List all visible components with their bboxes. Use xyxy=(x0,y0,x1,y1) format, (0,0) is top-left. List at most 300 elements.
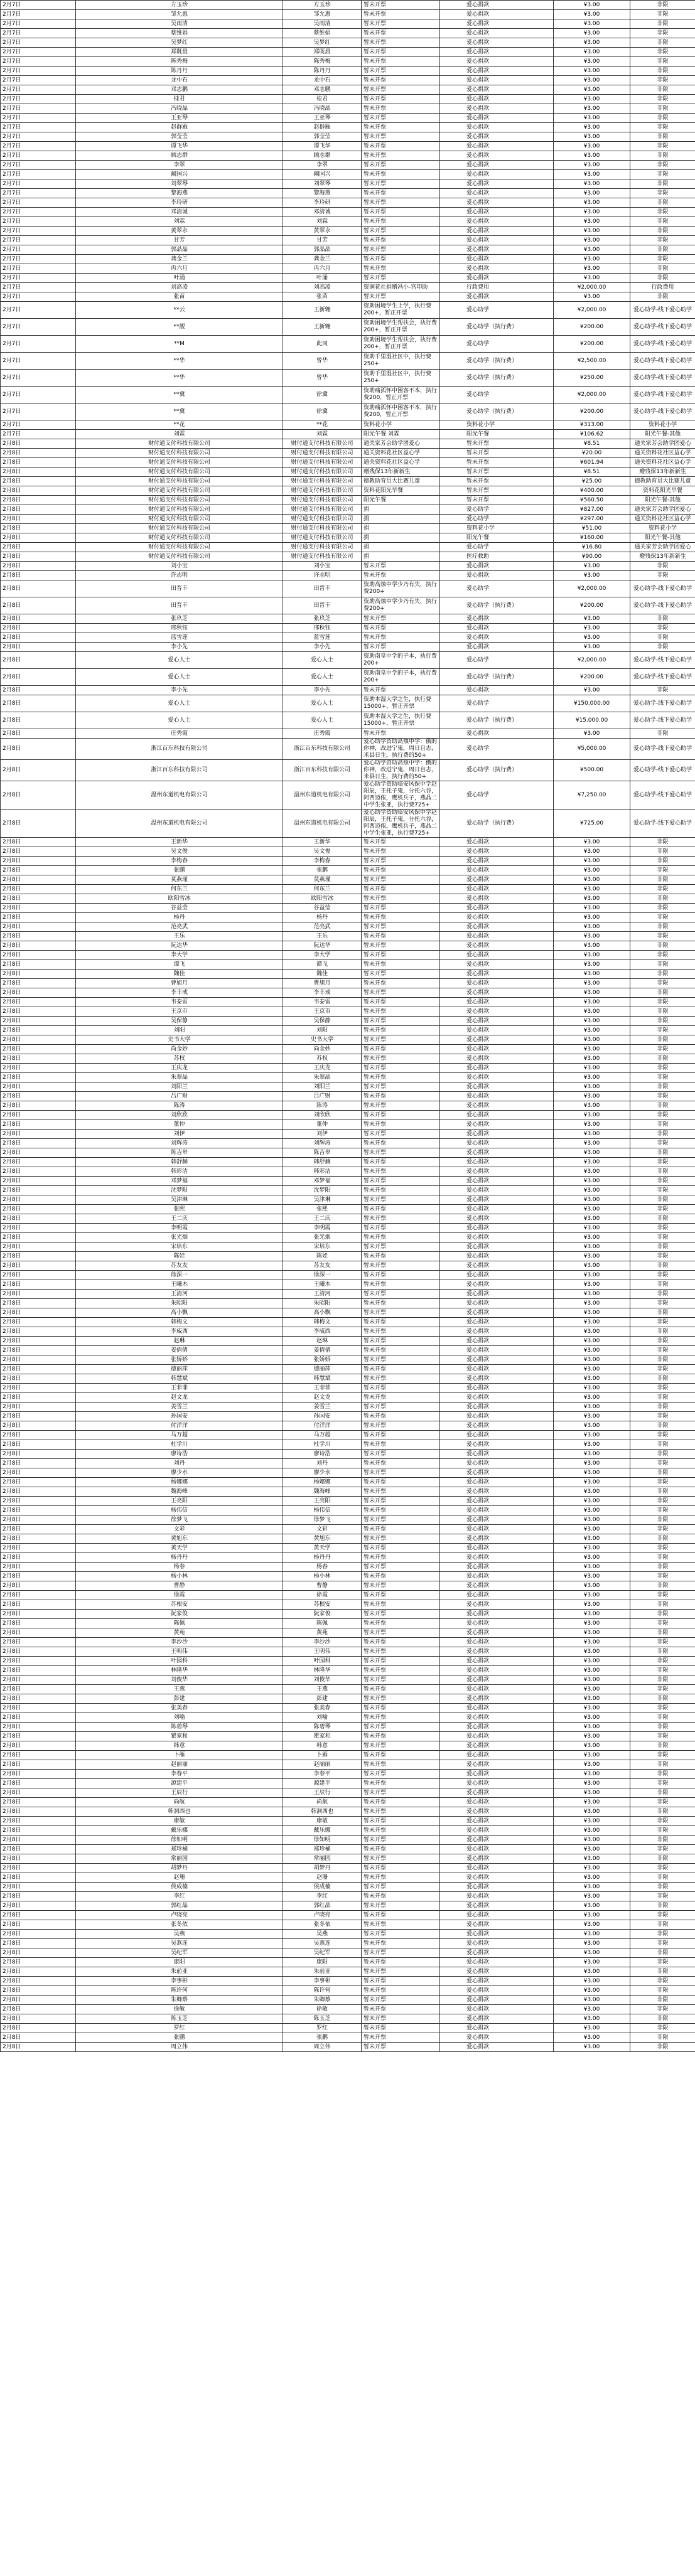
description-cell: 暂未开票 xyxy=(362,1572,440,1581)
amount-cell: ¥90.00 xyxy=(554,552,630,562)
category-cell: 爱心捐款 xyxy=(440,866,554,875)
category-cell: 爱心捐款 xyxy=(440,1111,554,1120)
description-cell: 暂未开票 xyxy=(362,1252,440,1261)
description-cell: 暂未开票 xyxy=(362,1064,440,1073)
amount-cell: ¥3.00 xyxy=(554,1553,630,1563)
fund-cell: 非限 xyxy=(630,10,695,19)
date-cell: 2月8日 xyxy=(1,922,76,932)
amount-cell: ¥3.00 xyxy=(554,1318,630,1327)
description-cell: 暂未开票 xyxy=(362,1393,440,1403)
description-cell: 暂未开票 xyxy=(362,1788,440,1798)
invoice-name-cell: 桂君 xyxy=(283,95,362,104)
table-row xyxy=(1,998,695,1007)
amount-cell: ¥16.80 xyxy=(554,543,630,552)
donor-cell: 爱心人士 xyxy=(76,695,283,712)
fund-cell: 非限 xyxy=(630,1515,695,1525)
date-cell: 2月7日 xyxy=(1,217,76,227)
date-cell: 2月8日 xyxy=(1,1073,76,1082)
table-row xyxy=(1,142,695,151)
table-row xyxy=(1,1836,695,1845)
invoice-name-cell: 徐敏 xyxy=(283,2005,362,2014)
description-cell: 资料花小学 xyxy=(362,420,440,430)
donor-cell: **冀 xyxy=(76,404,283,420)
category-cell: 爱心捐款 xyxy=(440,686,554,695)
category-cell: 爱心捐款 xyxy=(440,1468,554,1478)
description-cell: 暂未开票 xyxy=(362,941,440,951)
description-cell: 暂未开票 xyxy=(362,1563,440,1572)
invoice-name-cell: 王二庆 xyxy=(283,1214,362,1224)
category-cell: 爱心助学 xyxy=(440,580,554,597)
description-cell: 暂未开票 xyxy=(362,1977,440,1986)
table-row xyxy=(1,1290,695,1299)
invoice-name-cell: 赵丽丽 xyxy=(283,1760,362,1770)
fund-cell: 非限 xyxy=(630,979,695,988)
invoice-name-cell: 朱昭阳 xyxy=(283,1299,362,1308)
amount-cell: ¥3.00 xyxy=(554,998,630,1007)
description-cell: 资助本湿大学之生，执行费15000+，暂正开票 xyxy=(362,712,440,729)
date-cell: 2月8日 xyxy=(1,1421,76,1431)
donor-cell: 刘霖 xyxy=(76,430,283,439)
description-cell: 暂未开票 xyxy=(362,10,440,19)
description-cell: 资助痛孤怀中困客不本，执行费200，暂正开票 xyxy=(362,404,440,420)
date-cell: 2月8日 xyxy=(1,1195,76,1205)
invoice-name-cell: 韦泰雷 xyxy=(283,998,362,1007)
description-cell: 暂未开票 xyxy=(362,1638,440,1647)
category-cell: 爱心捐款 xyxy=(440,19,554,29)
category-cell: 爱心捐款 xyxy=(440,1826,554,1836)
invoice-name-cell: 阮达华 xyxy=(283,941,362,951)
fund-cell: 非限 xyxy=(630,1177,695,1186)
category-cell: 爱心捐款 xyxy=(440,1948,554,1958)
amount-cell: ¥3.00 xyxy=(554,1214,630,1224)
fund-cell: 非限 xyxy=(630,913,695,922)
donor-cell: 徐如明 xyxy=(76,1836,283,1845)
donor-cell: 李明霞 xyxy=(76,1224,283,1233)
category-cell: 爱心捐款 xyxy=(440,104,554,114)
description-cell: 暂未开票 xyxy=(362,571,440,580)
category-cell: 爱心捐款 xyxy=(440,1487,554,1497)
fund-cell: 资料花阳光早餐 xyxy=(630,486,695,496)
amount-cell: ¥3.00 xyxy=(554,1337,630,1346)
donor-cell: **M xyxy=(76,336,283,353)
fund-cell: 非限 xyxy=(630,2033,695,2043)
fund-cell: 非限 xyxy=(630,1967,695,1977)
description-cell: 捐 xyxy=(362,552,440,562)
invoice-name-cell: 史书大学 xyxy=(283,1035,362,1045)
description-cell: 暂未开票 xyxy=(362,114,440,123)
donor-cell: 杨娜娜 xyxy=(76,1478,283,1487)
amount-cell: ¥3.00 xyxy=(554,1967,630,1977)
invoice-name-cell: 陈佩 xyxy=(283,1619,362,1628)
category-cell: 爱心捐款 xyxy=(440,562,554,571)
table-row xyxy=(1,404,695,420)
table-row xyxy=(1,2005,695,2014)
amount-cell: ¥3.00 xyxy=(554,1638,630,1647)
fund-cell: 爱心助学-线下爱心助学 xyxy=(630,353,695,370)
date-cell: 2月8日 xyxy=(1,1393,76,1403)
description-cell: 暂未开票 xyxy=(362,1478,440,1487)
date-cell: 2月8日 xyxy=(1,1290,76,1299)
date-cell: 2月8日 xyxy=(1,1845,76,1854)
category-cell: 爱心捐款 xyxy=(440,1017,554,1026)
table-row xyxy=(1,67,695,76)
fund-cell: 非限 xyxy=(630,970,695,979)
fund-cell: 通关资料花社区益心学 xyxy=(630,515,695,524)
donor-cell: 苏权 xyxy=(76,1054,283,1064)
description-cell: 暂未开票 xyxy=(362,1817,440,1826)
table-row xyxy=(1,2014,695,2024)
date-cell: 2月8日 xyxy=(1,1101,76,1111)
description-cell: 暂未开票 xyxy=(362,1807,440,1817)
category-cell: 爱心捐款 xyxy=(440,624,554,633)
fund-cell: 非限 xyxy=(630,1807,695,1817)
category-cell: 爱心捐款 xyxy=(440,1130,554,1139)
fund-cell: 非限 xyxy=(630,1035,695,1045)
table-row xyxy=(1,695,695,712)
description-cell: 资助高烛中学少乃有失，执行费200+ xyxy=(362,580,440,597)
donor-cell: 李玲研 xyxy=(76,198,283,208)
fund-cell: 非限 xyxy=(630,179,695,189)
amount-cell: ¥3.00 xyxy=(554,189,630,198)
donor-cell: 吴燕 xyxy=(76,1930,283,1939)
date-cell: 2月8日 xyxy=(1,1967,76,1977)
category-cell: 爱心捐款 xyxy=(440,1054,554,1064)
donor-cell: **云 xyxy=(76,302,283,319)
table-row xyxy=(1,1600,695,1610)
table-row xyxy=(1,57,695,67)
description-cell: 暂未开票 xyxy=(362,1939,440,1948)
fund-cell: 非限 xyxy=(630,1704,695,1713)
description-cell: 暂未开票 xyxy=(362,894,440,904)
description-cell: 资助南皇中学的子本，执行费200+ xyxy=(362,669,440,686)
date-cell: 2月8日 xyxy=(1,1308,76,1318)
description-cell: 通关资料花社区益心学 xyxy=(362,458,440,468)
category-cell: 爱心捐款 xyxy=(440,1930,554,1939)
date-cell: 2月8日 xyxy=(1,1948,76,1958)
fund-cell: 非限 xyxy=(630,1930,695,1939)
date-cell: 2月8日 xyxy=(1,1459,76,1468)
description-cell: 暂未开票 xyxy=(362,1214,440,1224)
invoice-name-cell: 韩洞西也 xyxy=(283,1807,362,1817)
donor-cell: 王乐 xyxy=(76,932,283,941)
amount-cell: ¥3.00 xyxy=(554,1515,630,1525)
table-row xyxy=(1,1073,695,1082)
amount-cell: ¥3.00 xyxy=(554,1610,630,1619)
table-row xyxy=(1,449,695,458)
fund-cell: 非限 xyxy=(630,643,695,652)
amount-cell: ¥3.00 xyxy=(554,1120,630,1130)
date-cell: 2月8日 xyxy=(1,1807,76,1817)
date-cell: 2月8日 xyxy=(1,1431,76,1440)
donor-cell: 赵珊 xyxy=(76,1873,283,1883)
amount-cell: ¥3.00 xyxy=(554,1440,630,1450)
donor-cell: **华 xyxy=(76,353,283,370)
date-cell: 2月8日 xyxy=(1,1214,76,1224)
fund-cell: 非限 xyxy=(630,875,695,885)
date-cell: 2月8日 xyxy=(1,810,76,838)
donor-cell: 沈梦阳 xyxy=(76,1186,283,1195)
donor-cell: 张美春 xyxy=(76,1704,283,1713)
table-row xyxy=(1,48,695,57)
invoice-name-cell: 王新翱 xyxy=(283,319,362,336)
invoice-name-cell: 陈娃 xyxy=(283,1252,362,1261)
invoice-name-cell: 莫燕瑾 xyxy=(283,875,362,885)
date-cell: 2月8日 xyxy=(1,477,76,486)
category-cell: 爱心捐款 xyxy=(440,1252,554,1261)
date-cell: 2月7日 xyxy=(1,170,76,179)
fund-cell: 非限 xyxy=(630,29,695,38)
invoice-name-cell: 韩梅文 xyxy=(283,1318,362,1327)
date-cell: 2月8日 xyxy=(1,1760,76,1770)
date-cell: 2月7日 xyxy=(1,1,76,10)
invoice-name-cell: 常丽园 xyxy=(283,1854,362,1864)
date-cell: 2月8日 xyxy=(1,1403,76,1412)
invoice-name-cell: 邹允惠 xyxy=(283,10,362,19)
amount-cell: ¥3.00 xyxy=(554,1346,630,1355)
description-cell: 暂未开票 xyxy=(362,1619,440,1628)
category-cell: 爱心捐款 xyxy=(440,2043,554,2052)
description-cell: 暂未开票 xyxy=(362,132,440,142)
category-cell: 爱心捐款 xyxy=(440,189,554,198)
category-cell: 爱心捐款 xyxy=(440,1525,554,1534)
amount-cell: ¥3.00 xyxy=(554,245,630,255)
description-cell: 暂未开票 xyxy=(362,1854,440,1864)
fund-cell: 非限 xyxy=(630,198,695,208)
description-cell: 赠残保13年新新生 xyxy=(362,468,440,477)
invoice-name-cell: 高小飘 xyxy=(283,1308,362,1318)
date-cell: 2月8日 xyxy=(1,571,76,580)
description-cell: 暂未开票 xyxy=(362,2014,440,2024)
date-cell: 2月8日 xyxy=(1,1864,76,1873)
fund-cell: 非限 xyxy=(630,1148,695,1158)
invoice-name-cell: 王明伟 xyxy=(283,1647,362,1657)
donor-cell: 谷益莹 xyxy=(76,904,283,913)
invoice-name-cell: 黎海燕 xyxy=(283,189,362,198)
donor-cell: 杨丹 xyxy=(76,913,283,922)
invoice-name-cell: 甘芳 xyxy=(283,236,362,245)
date-cell: 2月7日 xyxy=(1,179,76,189)
description-cell: 暂未开票 xyxy=(362,1365,440,1374)
donor-cell: 徐深一 xyxy=(76,1271,283,1280)
date-cell: 2月8日 xyxy=(1,979,76,988)
donor-cell: 叶园科 xyxy=(76,1657,283,1666)
category-cell: 爱心捐款 xyxy=(440,236,554,245)
table-row xyxy=(1,85,695,95)
amount-cell: ¥3.00 xyxy=(554,624,630,633)
invoice-name-cell: 王亚琴 xyxy=(283,114,362,123)
amount-cell: ¥3.00 xyxy=(554,161,630,170)
invoice-name-cell: 欧阳雪冰 xyxy=(283,894,362,904)
fund-cell: 非限 xyxy=(630,1261,695,1271)
category-cell: 爱心捐款 xyxy=(440,2033,554,2043)
category-cell: 爱心捐款 xyxy=(440,1572,554,1581)
category-cell: 爱心捐款 xyxy=(440,922,554,932)
fund-cell: 爱心助学-线下爱心助学 xyxy=(630,760,695,781)
fund-cell: 非限 xyxy=(630,1346,695,1355)
donor-cell: 冉六月 xyxy=(76,264,283,274)
table-row xyxy=(1,1111,695,1120)
category-cell: 爱心捐款 xyxy=(440,1694,554,1704)
invoice-name-cell: 尚金妙 xyxy=(283,1045,362,1054)
description-cell: 资润花社捐赠冯小-宫印助 xyxy=(362,283,440,292)
description-cell: 暂未开票 xyxy=(362,1958,440,1967)
amount-cell: ¥3.00 xyxy=(554,1177,630,1186)
category-cell: 爱心捐款 xyxy=(440,1459,554,1468)
description-cell: 资助困境学生上学，执行费200+，暂正开票 xyxy=(362,302,440,319)
category-cell: 爱心捐款 xyxy=(440,1205,554,1214)
fund-cell: 通关资料花社区益心学 xyxy=(630,449,695,458)
date-cell: 2月8日 xyxy=(1,1920,76,1930)
category-cell: 爱心捐款 xyxy=(440,1704,554,1713)
category-cell: 爱心捐款 xyxy=(440,1177,554,1186)
table-row xyxy=(1,1996,695,2005)
invoice-name-cell: 财付通支付科技有限公司 xyxy=(283,458,362,468)
fund-cell: 非限 xyxy=(630,274,695,283)
table-row xyxy=(1,2033,695,2043)
description-cell: 捐 xyxy=(362,543,440,552)
description-cell: 暂未开票 xyxy=(362,1177,440,1186)
invoice-name-cell: 财付通支付科技有限公司 xyxy=(283,468,362,477)
donor-cell: 爱心人士 xyxy=(76,669,283,686)
fund-cell: 通关家芳会助学团爱心 xyxy=(630,505,695,515)
description-cell: 暂未开票 xyxy=(362,1534,440,1544)
date-cell: 2月8日 xyxy=(1,913,76,922)
invoice-name-cell: 戴乐娜 xyxy=(283,1826,362,1836)
description-cell: 德教助育员大比赛儿童 xyxy=(362,477,440,486)
amount-cell: ¥3.00 xyxy=(554,1092,630,1101)
date-cell: 2月8日 xyxy=(1,633,76,643)
table-row xyxy=(1,988,695,998)
fund-cell: 非限 xyxy=(630,95,695,104)
amount-cell: ¥3.00 xyxy=(554,1007,630,1017)
donor-cell: 韩舒赫 xyxy=(76,1158,283,1167)
donor-cell: 方玉珍 xyxy=(76,1,283,10)
category-cell: 暂未开票 xyxy=(440,439,554,449)
amount-cell: ¥3.00 xyxy=(554,1384,630,1393)
table-row xyxy=(1,1723,695,1732)
category-cell: 爱心捐款 xyxy=(440,1723,554,1732)
donor-cell: 李威西 xyxy=(76,1327,283,1337)
table-row xyxy=(1,1318,695,1327)
date-cell: 2月7日 xyxy=(1,95,76,104)
fund-cell: 非限 xyxy=(630,1817,695,1826)
invoice-name-cell: 财付通支付科技有限公司 xyxy=(283,533,362,543)
description-cell: 暂未开票 xyxy=(362,1440,440,1450)
invoice-name-cell: 韩慧斌 xyxy=(283,1374,362,1384)
amount-cell: ¥3.00 xyxy=(554,1412,630,1421)
donor-cell: 阮达华 xyxy=(76,941,283,951)
table-row xyxy=(1,1591,695,1600)
amount-cell: ¥3.00 xyxy=(554,76,630,85)
category-cell: 爱心捐款 xyxy=(440,1101,554,1111)
fund-cell: 非限 xyxy=(630,1468,695,1478)
table-row xyxy=(1,1412,695,1421)
description-cell: 暂未开票 xyxy=(362,2033,440,2043)
category-cell: 爱心捐款 xyxy=(440,1741,554,1751)
donor-cell: 邓志鹏 xyxy=(76,85,283,95)
category-cell: 爱心捐款 xyxy=(440,1299,554,1308)
fund-cell: 非限 xyxy=(630,1214,695,1224)
table-row xyxy=(1,857,695,866)
amount-cell: ¥3.00 xyxy=(554,104,630,114)
category-cell: 爱心捐款 xyxy=(440,10,554,19)
invoice-name-cell: 财付通支付科技有限公司 xyxy=(283,524,362,533)
fund-cell: 非限 xyxy=(630,2024,695,2033)
invoice-name-cell: 曾华 xyxy=(283,353,362,370)
description-cell: 暂未开票 xyxy=(362,1101,440,1111)
fund-cell: 非限 xyxy=(630,1996,695,2005)
amount-cell: ¥3.00 xyxy=(554,1224,630,1233)
invoice-name-cell: 吴雨清 xyxy=(283,19,362,29)
category-cell: 爱心捐款 xyxy=(440,1610,554,1619)
invoice-name-cell: 康阳 xyxy=(283,1958,362,1967)
invoice-name-cell: 财付通支付科技有限公司 xyxy=(283,486,362,496)
amount-cell: ¥3.00 xyxy=(554,571,630,580)
fund-cell: 非限 xyxy=(630,189,695,198)
date-cell: 2月8日 xyxy=(1,624,76,633)
description-cell: 阳光午餐 刘霖 xyxy=(362,430,440,439)
invoice-name-cell: 德丽萍 xyxy=(283,1365,362,1374)
date-cell: 2月8日 xyxy=(1,1355,76,1365)
amount-cell: ¥3.00 xyxy=(554,894,630,904)
table-row xyxy=(1,1064,695,1073)
invoice-name-cell: 谭飞华 xyxy=(283,142,362,151)
date-cell: 2月7日 xyxy=(1,29,76,38)
table-row xyxy=(1,1883,695,1892)
fund-cell: 非限 xyxy=(630,1732,695,1741)
date-cell: 2月8日 xyxy=(1,1732,76,1741)
date-cell: 2月8日 xyxy=(1,1779,76,1788)
fund-cell: 非限 xyxy=(630,729,695,739)
category-cell: 爱心助学（执行费） xyxy=(440,669,554,686)
table-row xyxy=(1,633,695,643)
amount-cell: ¥3.00 xyxy=(554,1723,630,1732)
date-cell: 2月8日 xyxy=(1,468,76,477)
donor-cell: 龚金兰 xyxy=(76,255,283,264)
donor-cell: 陈许何 xyxy=(76,1986,283,1996)
fund-cell: 非限 xyxy=(630,1845,695,1854)
date-cell: 2月8日 xyxy=(1,1487,76,1497)
invoice-name-cell: 姜雪兰 xyxy=(283,1403,362,1412)
fund-cell: 非限 xyxy=(630,1139,695,1148)
table-row xyxy=(1,151,695,161)
description-cell: 暂未开票 xyxy=(362,48,440,57)
invoice-name-cell: 叶涌 xyxy=(283,274,362,283)
donor-cell: 王新华 xyxy=(76,838,283,847)
donor-cell: 李事彬 xyxy=(76,1977,283,1986)
category-cell: 爱心捐款 xyxy=(440,67,554,76)
fund-cell: 非限 xyxy=(630,76,695,85)
date-cell: 2月7日 xyxy=(1,353,76,370)
fund-cell: 非限 xyxy=(630,2005,695,2014)
description-cell: 暂未开票 xyxy=(362,1308,440,1318)
description-cell: 捐 xyxy=(362,533,440,543)
date-cell: 2月8日 xyxy=(1,857,76,866)
category-cell: 爱心捐款 xyxy=(440,1883,554,1892)
amount-cell: ¥3.00 xyxy=(554,264,630,274)
description-cell: 暂未开票 xyxy=(362,1412,440,1421)
fund-cell: 非限 xyxy=(630,1007,695,1017)
category-cell: 爱心捐款 xyxy=(440,170,554,179)
date-cell: 2月8日 xyxy=(1,2043,76,2052)
table-row xyxy=(1,387,695,404)
table-row xyxy=(1,1308,695,1318)
amount-cell: ¥3.00 xyxy=(554,1459,630,1468)
table-row xyxy=(1,960,695,970)
date-cell: 2月8日 xyxy=(1,486,76,496)
fund-cell: 非限 xyxy=(630,1393,695,1403)
fund-cell: 爱心助学-线下爱心助学 xyxy=(630,695,695,712)
